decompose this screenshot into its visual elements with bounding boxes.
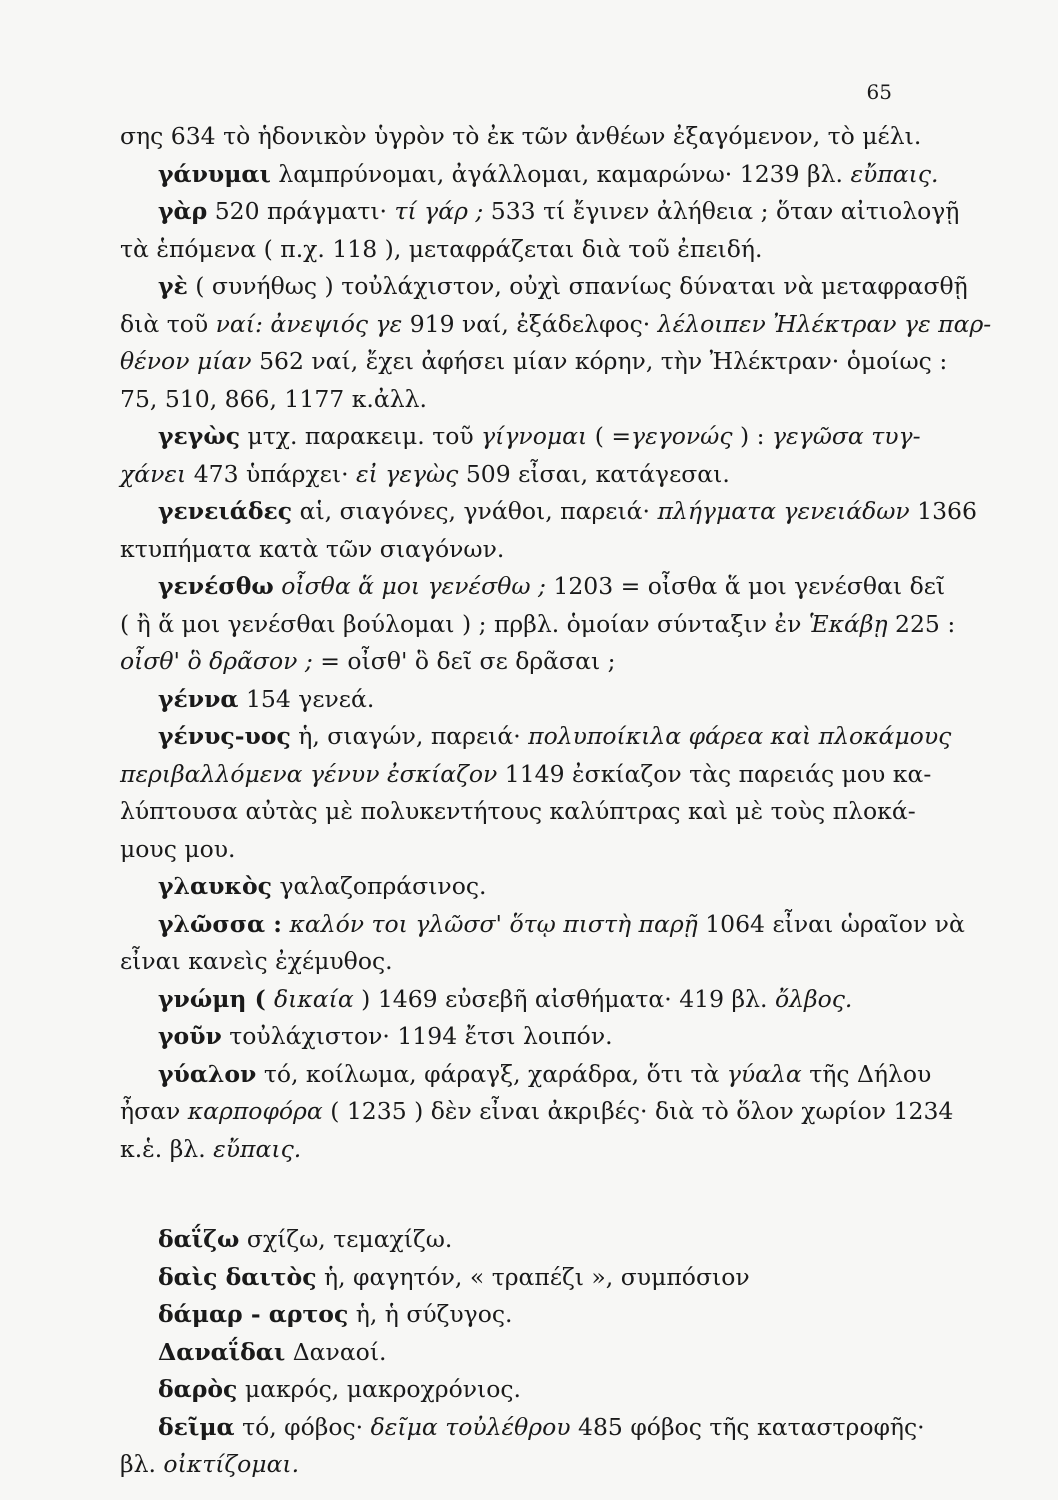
headword: γλῶσσα : [158,909,282,938]
gloss-text: ( συνήθως ) τοὐλάχιστον, οὐχὶ σπανίως δύναται νὰ μεταφρασθῇ [187,272,968,300]
gloss-text: ( 1235 ) δὲν εἶναι ἀκριβές· διὰ τὸ ὅλον χωρίον 1234 [322,1097,954,1125]
text-line [120,1334,920,1372]
headword: γύαλον [158,1059,257,1088]
quote-text: γύαλα [726,1059,802,1088]
page-number: 65 [866,80,892,104]
headword: γνώμη ( [158,984,274,1013]
text-line [120,1093,954,1131]
text-line [120,343,948,381]
text-line [120,381,920,419]
text-line [120,643,920,681]
gloss-text: 1064 εἶναι ὡραῖον νὰ [697,909,965,938]
quote-text: ναί: ἀνεψιός γε [215,309,403,338]
gloss-text: ἡ, φαγητόν, « τραπέζι », συμπόσιον [316,1262,750,1291]
headword: γένυς-υος [158,722,291,750]
gloss-text: γαλαζοπράσινος. [271,872,487,900]
headword: γοῦν [158,1022,222,1050]
gloss-text: ) [353,984,371,1013]
headword: γεγὼς [158,422,240,450]
quote-text: χάνει [120,459,187,488]
quote-text: γεγῶσα τυγ- [772,422,921,450]
quote-text: δικαία [273,984,354,1013]
gloss-text: λύπτουσα αὐτὰς μὲ πολυκεντήτους καλύπτρας καὶ μὲ τοὺς πλοκά- [120,797,916,825]
quote-text: περιβαλλόμενα γένυν ἐσκίαζον [120,759,498,788]
glossary-text [120,118,992,1484]
gloss-text: διὰ τοῦ [120,309,216,338]
text-line [120,268,968,306]
headword: γενέσθω [158,572,274,600]
headword: δαὶς δαιτὸς [158,1262,317,1291]
text-line [120,831,920,869]
headword: δάμαρ - αρτος [158,1300,349,1328]
gloss-text: ἡ, σιαγών, παρειά· [290,722,529,750]
gloss-text: αἱ, σιαγόνες, γνάθοι, παρειά· [292,497,658,525]
gloss-text: ( ἢ ἅ μοι γενέσθαι βούλομαι ) ; πρβλ. ὁμοίαν σύνταξιν ἐν [120,609,809,638]
text-line [120,793,920,831]
headword: γάνυμαι [158,159,271,188]
gloss-text: 225 : [887,609,956,638]
text-line [120,1371,920,1409]
text-line [120,568,946,606]
quote-text: εὔπαις. [850,159,939,188]
gloss-text: ( [587,422,612,450]
gloss-text: κτυπήματα κατὰ τῶν σιαγόνων. [120,534,505,563]
gloss-text: μους μου. [120,834,236,863]
gloss-text: 520 πράγματι· [207,197,395,225]
text-line [120,118,920,156]
quote-text: Ἑκάβῃ [808,609,888,638]
text-line [120,306,992,344]
gloss-text: 485 φόβος τῆς καταστροφῆς· [570,1412,925,1441]
quote-text: εἰ γεγὼς [356,459,459,488]
headword: δαΐζω [158,1225,240,1253]
text-line [120,531,920,569]
gloss-text: 1149 ἐσκίαζον τὰς παρειάς μου κα- [497,759,932,788]
text-line [120,1131,920,1169]
quote-text: πλήγματα γενειάδων [657,497,910,525]
gloss-text: κ.ἑ. βλ. [120,1134,214,1163]
text-line [120,1446,920,1484]
gloss-text: μτχ. παρακειμ. τοῦ [240,422,482,450]
text-line [120,156,939,194]
text-line [120,981,920,1019]
quote-text: πολυποίκιλα φάρεα καὶ πλοκάμους [528,722,952,750]
text-line [120,606,956,644]
gloss-text: 919 ναί, ἐξάδελφος· [402,309,658,338]
gloss-text: ἦσαν [120,1097,188,1125]
gloss-text: σης 634 τὸ ἡδονικὸν ὑγρὸν τὸ ἐκ τῶν ἀνθέων ἐξαγόμενον, τὸ μέλι. [120,122,922,150]
gloss-text: τῆς Δήλου [801,1059,932,1088]
text-line [120,231,920,269]
quote-text: καρποφόρα [187,1097,323,1125]
headword: Δαναΐδαι [158,1337,286,1366]
gloss-text: 473 ὑπάρχει· [186,459,357,488]
text-line [120,1018,920,1056]
text-line [120,756,932,794]
gloss-text: 1366 [909,497,977,525]
text-line [120,1056,932,1094]
text-line [120,193,960,231]
gloss-text: τό, κοίλωμα, φάραγξ, χαράδρα, ὅτι τὰ [256,1059,727,1088]
headword: γλαυκὸς [158,872,272,900]
gloss-text: 1469 εὐσεβῆ αἰσθήματα· 419 βλ. [370,984,775,1013]
section-gap [120,1168,920,1221]
quote-text: λέλοιπεν Ἠλέκτραν γε παρ- [657,309,992,338]
headword: γενειάδες [158,497,293,525]
quote-text: οἰκτίζομαι. [163,1450,300,1478]
gloss-text: 562 ναί, ἔχει ἀφήσει μίαν κόρην, τὴν Ἠλέκτραν· ὁμοίως : [251,347,948,375]
gloss-text: ἡ, ἡ σύζυγος. [348,1300,513,1328]
quote-text: τί γάρ ; [394,197,484,225]
gloss-text: Δαναοί. [285,1337,387,1366]
gloss-text: 75, 510, 866, 1177 κ.ἀλλ. [120,384,427,413]
text-line [120,493,977,531]
text-line [120,943,920,981]
headword: δεῖμα [158,1412,235,1441]
quote-text: οἶσθα ἅ μοι γενέσθω ; [281,572,546,600]
gloss-text: εἶναι κανεὶς ἐχέμυθος. [120,947,393,975]
gloss-text: λαμπρύνομαι, ἀγάλλομαι, καμαρώνω· 1239 βλ. [270,159,851,188]
text-line [120,418,920,456]
headword: γὲ [158,272,188,300]
text-line [120,681,920,719]
gloss-text: 154 γενεά. [238,684,375,713]
gloss-text: ) : [732,422,772,450]
headword: γὰρ [158,197,208,225]
gloss-text: τὰ ἑπόμενα ( π.χ. 118 ), μεταφράζεται διὰ τοῦ ἐπειδή. [120,234,763,263]
text-line [120,456,920,494]
quote-text: οἶσθ' ὃ δρᾶσον ; [120,647,313,675]
gloss-text: 1203 = οἶσθα ἅ μοι γενέσθαι δεῖ [545,572,946,600]
gloss-text: μακρός, μακροχρόνιος. [237,1375,522,1403]
quote-text: καλόν τοι γλῶσσ' ὅτῳ πιστὴ παρῇ [289,909,698,938]
headword: δαρὸς [158,1375,238,1403]
text-line [120,1259,920,1297]
gloss-text: σχίζω, τεμαχίζω. [239,1225,453,1253]
text-line [120,1296,920,1334]
gloss-text: 509 εἶσαι, κατάγεσαι. [458,459,730,488]
quote-text: εὔπαις. [213,1134,302,1163]
quote-text: ὄλβος. [774,984,853,1013]
gloss-text: 533 τί ἔγινεν ἀλήθεια ; ὅταν αἰτιολογῇ [483,197,960,225]
headword: γέννα [158,684,239,713]
quote-text: γίγνομαι [481,422,588,450]
text-line [120,718,952,756]
gloss-text: βλ. [120,1450,164,1478]
gloss-text: τοὐλάχιστον· 1194 ἔτσι λοιπόν. [221,1022,613,1050]
text-line [120,1221,920,1259]
quote-text: =γεγονώς [611,422,733,450]
text-line [120,868,920,906]
quote-text: θένον μίαν [120,347,252,375]
text-line [120,1409,925,1447]
gloss-text: = οἶσθ' ὃ δεῖ σε δρᾶσαι ; [312,647,616,675]
gloss-text: τό, φόβος· [234,1412,371,1441]
quote-text: δεῖμα τοὐλέθρου [370,1412,571,1441]
text-line [120,906,965,944]
